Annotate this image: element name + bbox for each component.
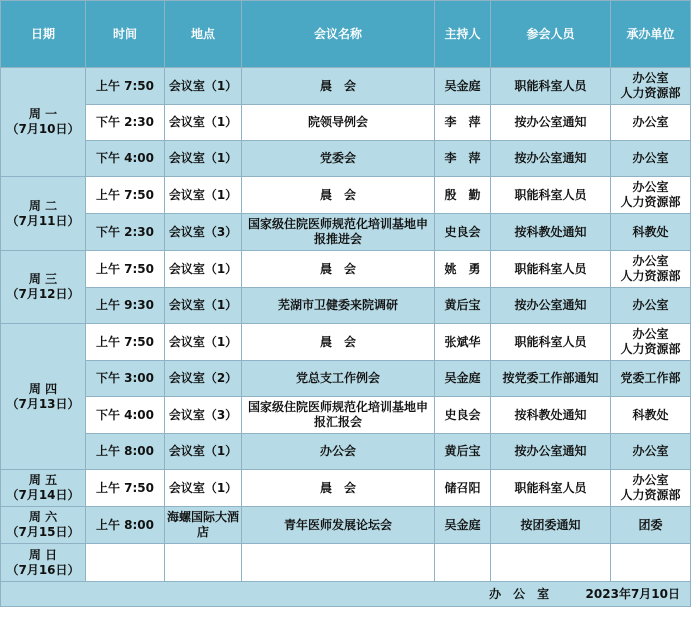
- organizer-cell: 办公室 人力资源部: [611, 177, 691, 214]
- day-date: （7月15日）: [6, 525, 80, 539]
- table-row: [1, 68, 691, 105]
- meeting-name-cell: 晨 会: [242, 177, 435, 214]
- day-weekday: 周 二: [28, 198, 58, 213]
- host-cell: 吴金庭: [435, 507, 491, 544]
- organizer-cell: 办公室 人力资源部: [611, 470, 691, 507]
- host-cell: 李 萍: [435, 141, 491, 177]
- day-cell: [1, 177, 86, 251]
- table-row: [1, 288, 691, 324]
- attendees-cell: 按办公室通知: [491, 105, 611, 141]
- attendees-cell: 按科教处通知: [491, 214, 611, 251]
- organizer-cell: 党委工作部: [611, 361, 691, 397]
- table-header: [1, 1, 691, 68]
- attendees-cell: 按办公室通知: [491, 288, 611, 324]
- location-cell: 会议室（1）: [165, 105, 242, 141]
- day-weekday: 周 一: [28, 107, 58, 121]
- attendees-cell: 职能科室人员: [491, 470, 611, 507]
- footer-date: 2023年7月10日: [585, 586, 680, 601]
- attendees-cell: 职能科室人员: [491, 251, 611, 288]
- organizer-cell: 团委: [611, 507, 691, 544]
- meeting-name-cell: 晨 会: [242, 470, 435, 507]
- host-cell: 殷 勤: [435, 177, 491, 214]
- table-row: [1, 361, 691, 397]
- day-cell: [1, 507, 86, 544]
- time-cell: 上午 8:00: [86, 434, 165, 470]
- organizer-cell: 科教处: [611, 397, 691, 434]
- organizer-cell: 办公室 人力资源部: [611, 324, 691, 361]
- table-row: [1, 507, 691, 544]
- time-cell: 上午 7:50: [86, 177, 165, 214]
- location-cell: 会议室（1）: [165, 288, 242, 324]
- host-cell: 黄后宝: [435, 434, 491, 470]
- attendees-cell: [491, 544, 611, 582]
- meeting-name-cell: 党总支工作例会: [242, 361, 435, 397]
- table-body: [1, 68, 691, 582]
- header-date: 日期: [1, 1, 86, 68]
- organizer-cell: 办公室: [611, 288, 691, 324]
- location-cell: 会议室（1）: [165, 324, 242, 361]
- meeting-name-cell: 党委会: [242, 141, 435, 177]
- location-cell: [165, 544, 242, 582]
- location-cell: 会议室（1）: [165, 434, 242, 470]
- organizer-cell: 办公室 人力资源部: [611, 68, 691, 105]
- day-weekday: 周 四: [28, 381, 58, 396]
- table-row: [1, 397, 691, 434]
- location-cell: 会议室（3）: [165, 397, 242, 434]
- day-cell: [1, 68, 86, 177]
- table-row: [1, 251, 691, 288]
- host-cell: 李 萍: [435, 105, 491, 141]
- organizer-cell: [611, 544, 691, 582]
- host-cell: 黄后宝: [435, 288, 491, 324]
- time-cell: 上午 7:50: [86, 251, 165, 288]
- day-date: （7月11日）: [6, 213, 80, 228]
- meeting-name-cell: 晨 会: [242, 68, 435, 105]
- day-weekday: 周 日: [28, 547, 58, 562]
- header-meeting: 会议名称: [242, 1, 435, 68]
- table-row: [1, 544, 691, 582]
- location-cell: 会议室（1）: [165, 177, 242, 214]
- table-footer: [1, 582, 691, 607]
- organizer-cell: 办公室: [611, 434, 691, 470]
- time-cell: 上午 9:30: [86, 288, 165, 324]
- table-row: [1, 177, 691, 214]
- host-cell: 史良会: [435, 397, 491, 434]
- header-organizer: 承办单位: [611, 1, 691, 68]
- time-cell: 下午 2:30: [86, 105, 165, 141]
- meeting-name-cell: 晨 会: [242, 324, 435, 361]
- time-cell: [86, 544, 165, 582]
- location-cell: 会议室（1）: [165, 68, 242, 105]
- header-host-label: 主持人: [444, 26, 481, 41]
- day-date: （7月14日）: [6, 488, 80, 502]
- location-cell: 会议室（1）: [165, 251, 242, 288]
- footer-cell: [1, 582, 691, 607]
- meeting-name-cell: 办公会: [242, 434, 435, 470]
- meeting-name-cell: 青年医师发展论坛会: [242, 507, 435, 544]
- header-host: [435, 1, 491, 68]
- meeting-name-cell: 国家级住院医师规范化培训基地申报汇报会: [242, 397, 435, 434]
- location-cell: 会议室（2）: [165, 361, 242, 397]
- location-cell: 会议室（3）: [165, 214, 242, 251]
- time-cell: 下午 4:00: [86, 141, 165, 177]
- header-time: 时间: [86, 1, 165, 68]
- host-cell: 储召阳: [435, 470, 491, 507]
- day-date: （7月12日）: [6, 287, 80, 301]
- header-row: [1, 1, 691, 68]
- day-weekday: 周 六: [28, 510, 58, 524]
- attendees-cell: 按科教处通知: [491, 397, 611, 434]
- organizer-cell: 科教处: [611, 214, 691, 251]
- location-cell: 会议室（1）: [165, 141, 242, 177]
- meeting-name-cell: 芜湖市卫健委来院调研: [242, 288, 435, 324]
- day-date: （7月13日）: [6, 396, 80, 411]
- attendees-cell: 职能科室人员: [491, 177, 611, 214]
- host-cell: 吴金庭: [435, 68, 491, 105]
- day-date: （7月16日）: [6, 562, 80, 577]
- footer-office: 办 公 室: [489, 586, 550, 601]
- organizer-cell: 办公室 人力资源部: [611, 251, 691, 288]
- footer-row: [1, 582, 691, 607]
- day-cell: [1, 470, 86, 507]
- day-weekday: 周 五: [28, 473, 58, 487]
- host-cell: 吴金庭: [435, 361, 491, 397]
- host-cell: 姚 勇: [435, 251, 491, 288]
- meeting-name-cell: 国家级住院医师规范化培训基地申报推进会: [242, 214, 435, 251]
- time-cell: 上午 7:50: [86, 470, 165, 507]
- attendees-cell: 职能科室人员: [491, 324, 611, 361]
- organizer-cell: 办公室: [611, 141, 691, 177]
- header-attendees: 参会人员: [491, 1, 611, 68]
- time-cell: 上午 8:00: [86, 507, 165, 544]
- day-date: （7月10日）: [6, 122, 80, 136]
- location-cell: 海螺国际大酒店: [165, 507, 242, 544]
- attendees-cell: 按办公室通知: [491, 141, 611, 177]
- meeting-name-cell: 晨 会: [242, 251, 435, 288]
- time-cell: 上午 7:50: [86, 324, 165, 361]
- time-cell: 下午 2:30: [86, 214, 165, 251]
- header-location: 地点: [165, 1, 242, 68]
- host-cell: 史良会: [435, 214, 491, 251]
- meeting-name-cell: [242, 544, 435, 582]
- table-row: [1, 324, 691, 361]
- time-cell: 下午 3:00: [86, 361, 165, 397]
- host-cell: [435, 544, 491, 582]
- table-row: [1, 470, 691, 507]
- day-cell: [1, 324, 86, 470]
- table-row: [1, 141, 691, 177]
- organizer-cell: 办公室: [611, 105, 691, 141]
- table-row: [1, 434, 691, 470]
- host-cell: 张斌华: [435, 324, 491, 361]
- attendees-cell: 按党委工作部通知: [491, 361, 611, 397]
- table-row: [1, 214, 691, 251]
- meeting-name-cell: 院领导例会: [242, 105, 435, 141]
- table-row: [1, 105, 691, 141]
- day-cell: [1, 544, 86, 582]
- day-weekday: 周 三: [28, 272, 58, 286]
- attendees-cell: 职能科室人员: [491, 68, 611, 105]
- day-cell: [1, 251, 86, 324]
- location-cell: 会议室（1）: [165, 470, 242, 507]
- attendees-cell: 按团委通知: [491, 507, 611, 544]
- time-cell: 上午 7:50: [86, 68, 165, 105]
- attendees-cell: 按办公室通知: [491, 434, 611, 470]
- time-cell: 下午 4:00: [86, 397, 165, 434]
